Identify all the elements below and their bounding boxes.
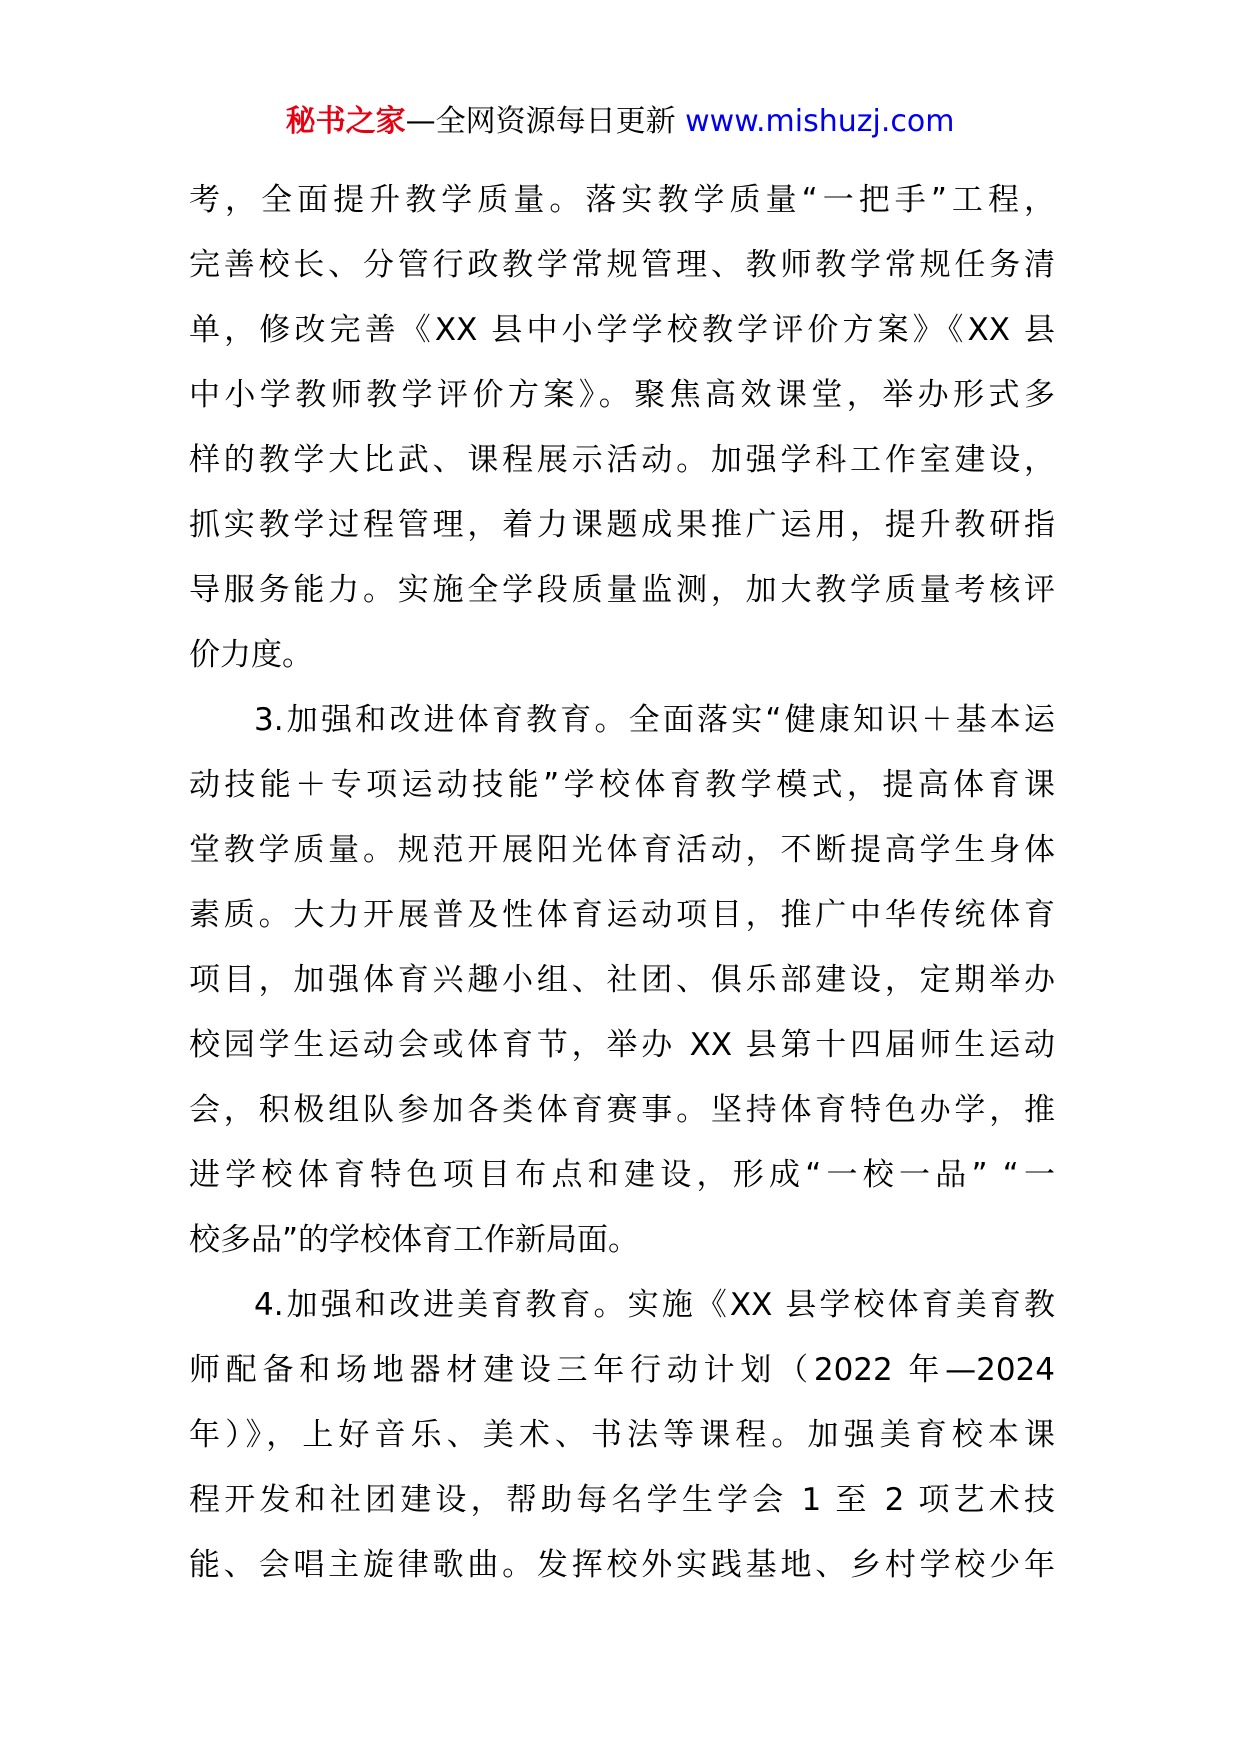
text-line: 考，全面提升教学质量。落实教学质量“一把手”工程， <box>189 182 1055 218</box>
header-tagline: —全网资源每日更新 <box>405 104 686 139</box>
text-line: 程开发和社团建设，帮助每名学生学会 1 至 2 项艺术技 <box>189 1482 1055 1518</box>
paragraph-start-line: 3.加强和改进体育教育。全面落实“健康知识＋基本运 <box>254 702 1055 738</box>
brand-name: 秘书之家 <box>285 104 406 139</box>
text-line: 会，积极组队参加各类体育赛事。坚持体育特色办学，推 <box>189 1092 1055 1128</box>
paragraph-start-line: 4.加强和改进美育教育。实施《XX 县学校体育美育教 <box>254 1287 1055 1323</box>
text-line: 项目，加强体育兴趣小组、社团、俱乐部建设，定期举办 <box>189 962 1055 998</box>
text-line: 素质。大力开展普及性体育运动项目，推广中华传统体育 <box>189 897 1055 933</box>
text-line: 中小学教师教学评价方案》。聚焦高效课堂，举办形式多 <box>189 377 1055 413</box>
document-body <box>189 168 1055 1598</box>
text-line: 完善校长、分管行政教学常规管理、教师教学常规任务清 <box>189 247 1055 283</box>
text-line: 动技能＋专项运动技能”学校体育教学模式，提高体育课 <box>189 767 1055 803</box>
text-line: 师配备和场地器材建设三年行动计划（2022 年—2024 <box>189 1352 1055 1388</box>
text-line: 单，修改完善《XX 县中小学学校教学评价方案》《XX 县 <box>189 312 1055 348</box>
text-line: 能、会唱主旋律歌曲。发挥校外实践基地、乡村学校少年 <box>189 1547 1055 1583</box>
text-line: 进学校体育特色项目布点和建设，形成“一校一品” “一 <box>189 1157 1055 1193</box>
text-line: 价力度。 <box>189 637 313 673</box>
text-line: 导服务能力。实施全学段质量监测，加大教学质量考核评 <box>189 572 1055 608</box>
text-line: 样的教学大比武、课程展示活动。加强学科工作室建设， <box>189 442 1055 478</box>
site-header <box>0 102 1240 142</box>
text-line: 抓实教学过程管理，着力课题成果推广运用，提升教研指 <box>189 507 1055 543</box>
text-line: 校多品”的学校体育工作新局面。 <box>189 1222 640 1258</box>
text-line: 校园学生运动会或体育节，举办 XX 县第十四届师生运动 <box>189 1027 1055 1063</box>
site-url-link[interactable]: www.mishuzj.com <box>685 104 955 139</box>
text-line: 年）》，上好音乐、美术、书法等课程。加强美育校本课 <box>189 1417 1055 1453</box>
text-line: 堂教学质量。规范开展阳光体育活动，不断提高学生身体 <box>189 832 1055 868</box>
